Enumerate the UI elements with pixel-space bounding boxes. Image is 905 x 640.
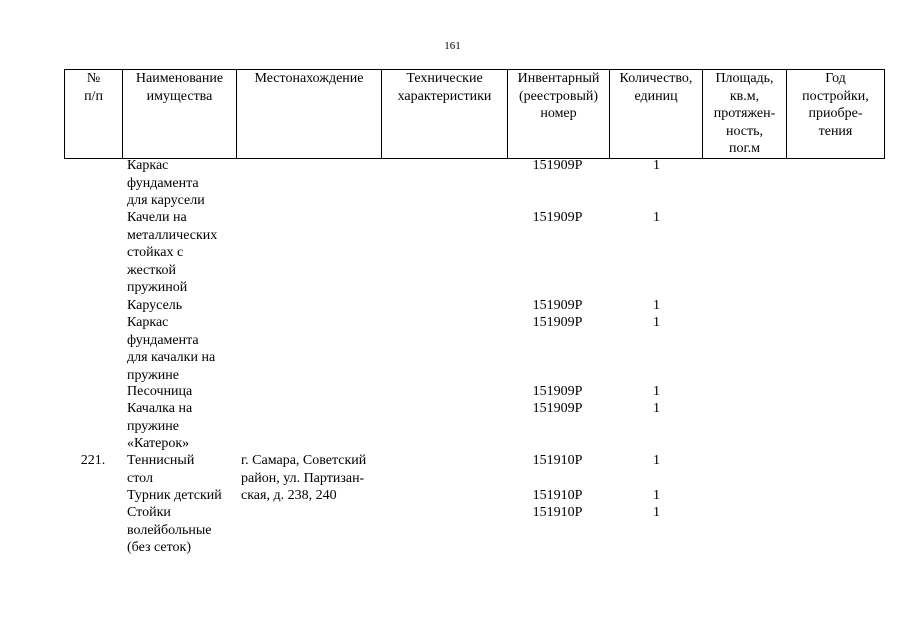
table-row bbox=[64, 504, 890, 556]
inventory-table-body bbox=[64, 157, 890, 556]
header-location-text: Местонахождение bbox=[254, 71, 364, 86]
row-quantity: 1 bbox=[653, 315, 660, 330]
header-inventory bbox=[508, 70, 610, 159]
row-inventory: 151909Р bbox=[532, 298, 583, 313]
header-name bbox=[123, 70, 237, 159]
header-quantity-text: Количество, единиц bbox=[619, 71, 693, 104]
inventory-table-header bbox=[64, 69, 885, 159]
row-quantity: 1 bbox=[653, 210, 660, 225]
header-year bbox=[787, 70, 885, 159]
header-characteristics-text: Технические характеристики bbox=[397, 71, 492, 104]
table-row bbox=[64, 314, 890, 383]
table-row bbox=[64, 383, 890, 400]
row-name: Каркас фундамента для качалки на пружине bbox=[127, 315, 216, 383]
row-quantity: 1 bbox=[653, 298, 660, 313]
row-name: Теннисный стол bbox=[127, 453, 195, 486]
header-number bbox=[65, 70, 123, 159]
row-quantity: 1 bbox=[653, 505, 660, 520]
header-area bbox=[703, 70, 787, 159]
row-location: г. Самара, Советский район, ул. Партизан- ская, д. 238, 240 bbox=[241, 453, 367, 503]
row-inventory: 151910Р bbox=[532, 488, 583, 503]
header-location bbox=[237, 70, 382, 159]
header-quantity bbox=[610, 70, 703, 159]
row-inventory: 151909Р bbox=[532, 315, 583, 330]
row-quantity: 1 bbox=[653, 384, 660, 399]
row-quantity: 1 bbox=[653, 158, 660, 173]
row-number: 221. bbox=[80, 453, 106, 468]
row-name: Песочница bbox=[127, 384, 193, 399]
row-inventory: 151909Р bbox=[532, 210, 583, 225]
row-name: Стойки волейбольные (без сеток) bbox=[127, 505, 212, 555]
header-name-text: Наименование имущества bbox=[135, 71, 224, 104]
header-year-text: Год постройки, приобре- тения bbox=[802, 71, 869, 139]
row-name: Качели на металлических стойках с жесткой пружиной bbox=[127, 210, 218, 295]
table-row bbox=[64, 487, 890, 504]
row-inventory: 151910Р bbox=[532, 505, 583, 520]
header-number-text: № п/п bbox=[84, 71, 103, 104]
table-row bbox=[64, 209, 890, 297]
header-area-text: Площадь, кв.м, протяжен- ность, пог.м bbox=[713, 71, 776, 156]
row-name: Карусель bbox=[127, 298, 183, 313]
row-name: Качалка на пружине «Катерок» bbox=[127, 401, 193, 451]
row-quantity: 1 bbox=[653, 453, 660, 468]
row-inventory: 151909Р bbox=[532, 401, 583, 416]
row-quantity: 1 bbox=[653, 488, 660, 503]
row-inventory: 151909Р bbox=[532, 158, 583, 173]
row-inventory: 151910Р bbox=[532, 453, 583, 468]
row-name: Каркас фундамента для карусели bbox=[127, 158, 205, 208]
header-inventory-text: Инвентарный (реестровый) номер bbox=[517, 71, 600, 121]
table-row bbox=[64, 157, 890, 209]
row-quantity: 1 bbox=[653, 401, 660, 416]
table-row bbox=[64, 297, 890, 314]
table-row bbox=[64, 400, 890, 452]
row-inventory: 151909Р bbox=[532, 384, 583, 399]
row-name: Турник детский bbox=[127, 488, 222, 503]
page-number: 161 bbox=[444, 40, 461, 52]
header-characteristics bbox=[382, 70, 508, 159]
